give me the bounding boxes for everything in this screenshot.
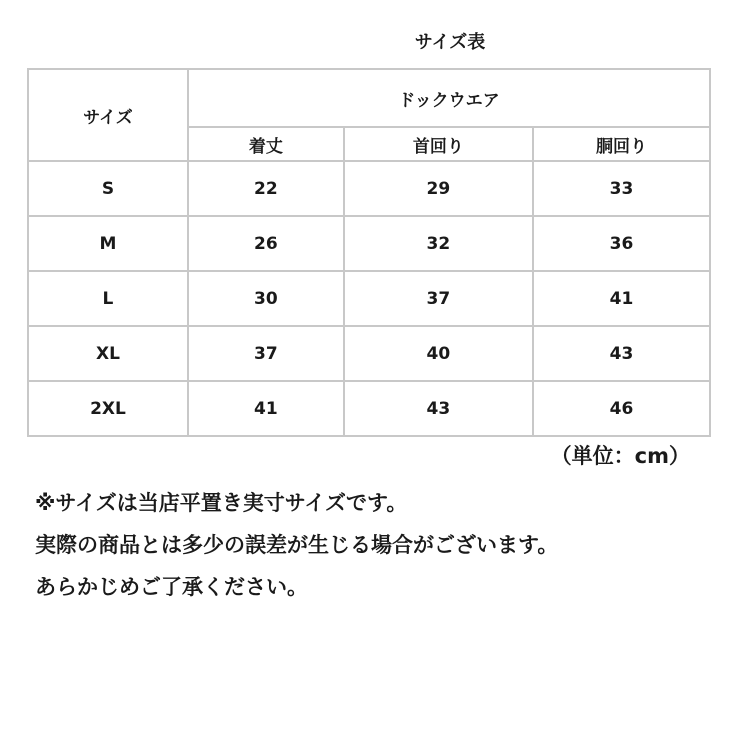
size-table — [27, 68, 711, 437]
value-cell: 29 — [344, 161, 533, 216]
table-row — [28, 216, 710, 271]
value-cell: 33 — [533, 161, 710, 216]
value-cell: 41 — [533, 271, 710, 326]
size-column-header: サイズ — [28, 69, 188, 161]
notes — [35, 482, 558, 608]
value-cell: 26 — [188, 216, 344, 271]
unit-label: （単位：cm） — [550, 444, 690, 468]
note-line: あらかじめご了承ください。 — [35, 575, 308, 599]
value-cell: 30 — [188, 271, 344, 326]
value-cell: 43 — [344, 381, 533, 436]
value-cell: 32 — [344, 216, 533, 271]
column-header-neck: 首回り — [344, 127, 533, 161]
table-header-row — [28, 69, 710, 127]
table-row — [28, 326, 710, 381]
value-cell: 22 — [188, 161, 344, 216]
value-cell: 41 — [188, 381, 344, 436]
value-cell: 40 — [344, 326, 533, 381]
value-cell: 43 — [533, 326, 710, 381]
size-cell: XL — [28, 326, 188, 381]
note-line: 実際の商品とは多少の誤差が生じる場合がございます。 — [35, 533, 559, 557]
value-cell: 36 — [533, 216, 710, 271]
size-cell: 2XL — [28, 381, 188, 436]
column-header-length: 着丈 — [188, 127, 344, 161]
table-row — [28, 271, 710, 326]
value-cell: 37 — [188, 326, 344, 381]
note-line: ※サイズは当店平置き実寸サイズです。 — [35, 491, 408, 515]
size-cell: S — [28, 161, 188, 216]
size-cell: M — [28, 216, 188, 271]
value-cell: 46 — [533, 381, 710, 436]
value-cell: 37 — [344, 271, 533, 326]
group-header: ドックウエア — [188, 69, 710, 127]
page-title: サイズ表 — [414, 32, 486, 53]
size-cell: L — [28, 271, 188, 326]
table-row — [28, 161, 710, 216]
column-header-chest: 胴回り — [533, 127, 710, 161]
table-row — [28, 381, 710, 436]
